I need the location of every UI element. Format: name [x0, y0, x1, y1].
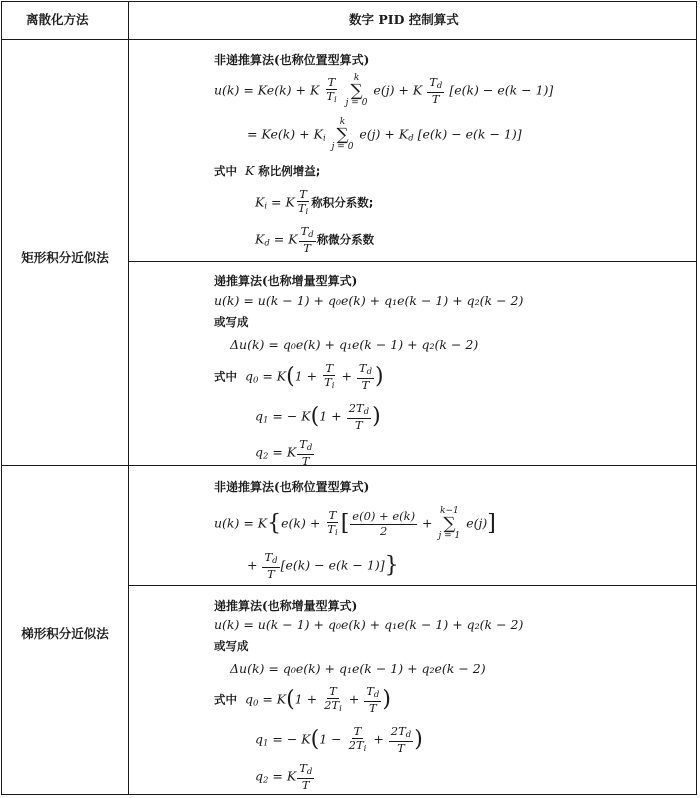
- sum-lower: j = 0: [331, 142, 354, 153]
- denominator: $T_i$: [326, 89, 337, 106]
- where-label: 式中: [214, 369, 237, 384]
- rect-nr-eq2: = $Ke(k) + K_i$ k ∑ j = 0 $e(j) + K_d$ [e(k) − e(k − 1)]: [247, 117, 522, 153]
- rect-nr-kd: $K_d = K$ $\frac{T_d}{T}$ 称微分系数: [255, 224, 375, 255]
- trap-nr-eq2: + $\frac{T_d}{T}$ [e(k) − e(k − 1)]}: [247, 550, 399, 581]
- eq-text: [e(k) − e(k − 1)]: [417, 126, 522, 142]
- eq-text: e(j) + K: [373, 82, 423, 98]
- trap-nr-eq1: u(k) = K{e(k) + $\frac{T}{T_i}$ [ $\frac{e(0) + e(k)}{2}$ + k−1 ∑ j = 1 e(j)]: [214, 506, 496, 542]
- k-desc: 称比例增益;: [258, 164, 321, 178]
- sum-upper: k: [353, 73, 360, 83]
- denominator: 2: [380, 523, 388, 538]
- row-divider: [2, 465, 696, 466]
- sum-upper: k: [339, 117, 346, 127]
- eq-text: e(j) + K: [359, 126, 409, 142]
- rect-r-eq2: Δu(k) = q₀e(k) + q₁e(k − 1) + q₂(k − 2): [230, 337, 479, 352]
- where-label: 式中: [214, 164, 237, 178]
- rect-nr-where: 式中 K 称比例增益;: [214, 163, 321, 178]
- column-divider: [128, 2, 129, 794]
- header-method: 离散化方法: [26, 12, 89, 27]
- fraction: [350, 510, 417, 537]
- denominator-text: T: [326, 89, 334, 104]
- numerator: T: [327, 75, 336, 90]
- header-algorithm: 数字 PID 控制算式: [349, 12, 459, 27]
- rect-r-q1: $q_1$ = − K(1 + $\frac{2T_d}{T}$ ): [255, 401, 381, 432]
- rect-nr-ki: $K_i = K$ $\frac{T}{T_i}$ 称积分系数;: [255, 187, 374, 218]
- trap-nonrecursive-title: 非递推算法(也称位置型算式): [214, 480, 370, 494]
- rect-r-eq1: u(k) = u(k − 1) + q₀e(k) + q₁e(k − 1) + q₂(k − 2): [214, 293, 524, 308]
- summation: k−1 ∑ j = 1: [438, 506, 461, 542]
- subrow-divider-trap: [128, 585, 696, 586]
- ki-desc: 称积分系数;: [311, 195, 374, 210]
- where-label: 式中: [214, 692, 237, 707]
- trap-r-eq1: u(k) = u(k − 1) + q₀e(k) + q₁e(k − 1) + q₂(k − 2): [214, 617, 524, 632]
- trap-r-q2: $q_2 = K$ $\frac{T_d}{T}$: [255, 761, 313, 792]
- header-divider: [2, 39, 696, 40]
- numerator: $T_d$: [429, 75, 443, 92]
- trap-recursive-title: 递推算法(也称增量型算式): [214, 599, 358, 613]
- rect-recursive-title: 递推算法(也称增量型算式): [214, 274, 358, 288]
- fraction: $\frac{T_d}{T}$: [300, 224, 314, 255]
- eq-text: [e(k) − e(k − 1)]: [449, 82, 554, 98]
- fraction: $\frac{T}{T_i}$: [297, 187, 309, 218]
- kd-desc: 称微分系数: [316, 232, 375, 247]
- eq-text: = Ke(k) + K: [247, 126, 323, 142]
- sum-lower: j = 0: [345, 98, 368, 109]
- numerator: e(0) + e(k): [352, 509, 416, 524]
- pid-table: [1, 1, 697, 795]
- trap-r-eq2: Δu(k) = q₀e(k) + q₁e(k − 1) + q₂e(k − 2): [230, 661, 486, 676]
- denominator: T: [431, 91, 440, 106]
- fraction: [427, 76, 444, 106]
- numerator-text: T: [429, 75, 437, 90]
- summation: k ∑ j = 0: [345, 73, 368, 109]
- rect-nonrecursive-title: 非递推算法(也称位置型算式): [214, 53, 370, 67]
- eq-text: u(k) = Ke(k) + K: [214, 82, 320, 98]
- trap-r-q1: $q_1$ = − K(1 − $\frac{T}{2T_i}$ + $\frac{2T_d}{T}$ ): [255, 724, 423, 755]
- eq-text: [e(k) − e(k − 1)]: [280, 557, 385, 573]
- method-rectangular: 矩形积分近似法: [21, 250, 109, 265]
- subrow-divider-rect: [128, 261, 696, 262]
- sum-upper: k−1: [440, 506, 459, 516]
- summation: k ∑ j = 0: [331, 117, 354, 153]
- sum-lower: j = 1: [438, 531, 461, 542]
- method-trapezoidal: 梯形积分近似法: [21, 626, 109, 641]
- rect-r-or: 或写成: [214, 315, 249, 329]
- trap-r-q0: 式中 $q_0 = K(1$ + $\frac{T}{2T_i}$ + $\frac{T_d}{T}$ ): [214, 684, 391, 715]
- fraction: [324, 76, 338, 106]
- trap-r-or: 或写成: [214, 639, 249, 653]
- rect-r-q0: 式中 $q_0 = K(1$ + $\frac{T}{T_i}$ + $\frac{T_d}{T}$ ): [214, 361, 384, 392]
- rect-r-q2: $q_2 = K$ $\frac{T_d}{T}$: [255, 437, 313, 468]
- rect-nr-eq1: [214, 74, 553, 108]
